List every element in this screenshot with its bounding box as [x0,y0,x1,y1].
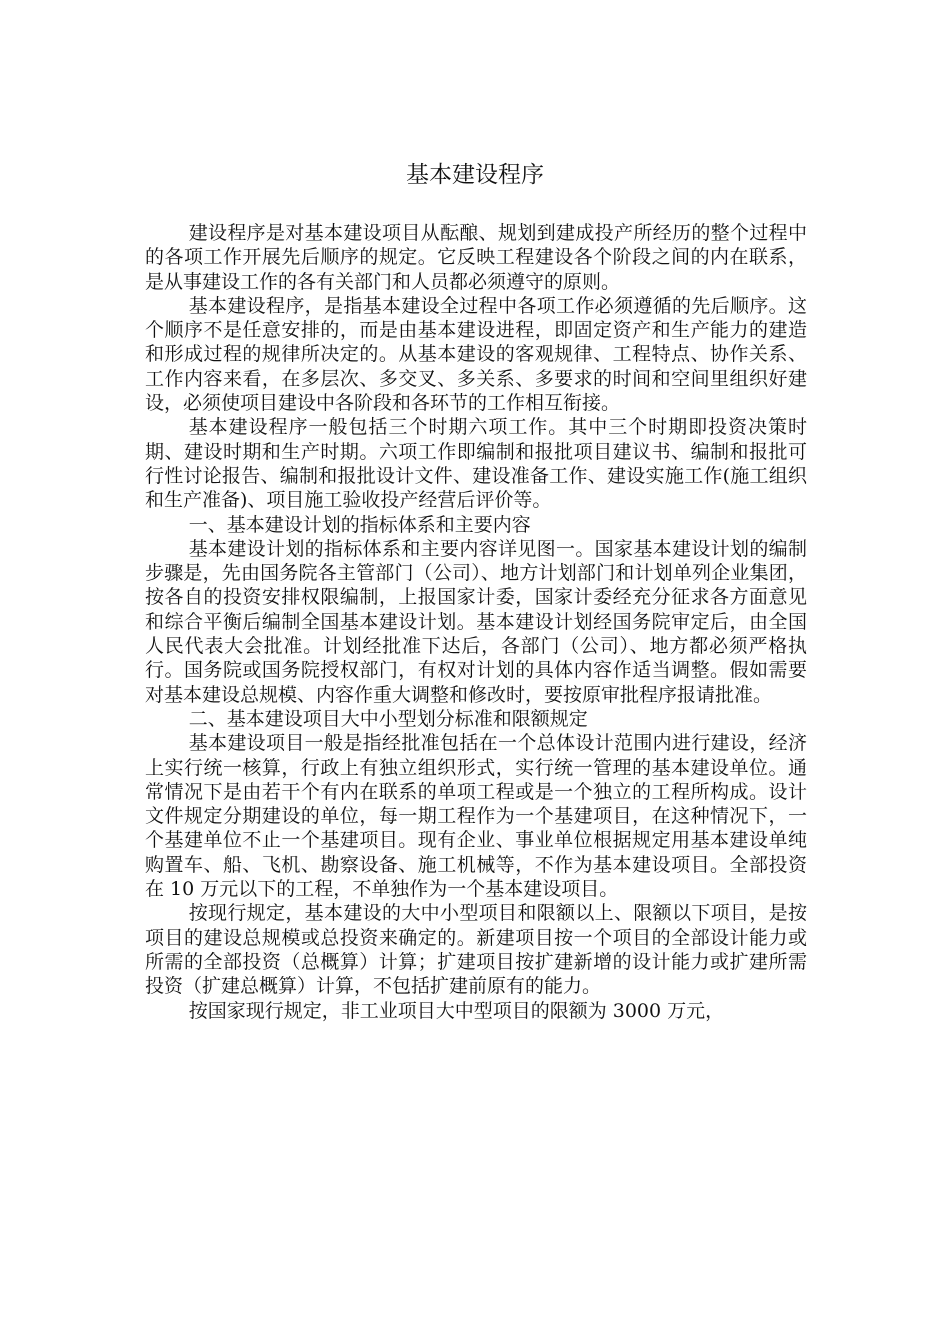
paragraph-quota-rule: 按国家现行规定，非工业项目大中型项目的限额为 3000 万元， [188,999,725,1022]
paragraph-definition: 基本建设程序，是指基本建设全过程中各项工作必须遵循的先后顺序。这个顺序不是任意安排的，而是由基本建设进程，即固定资产和生产能力的建造和形成过程的规律所决定的。从基本建设的客观规律、工程特点、协作关系、工作内容来看，在多层次、多交叉、多关系、多要求的时间和空间里组织好建设，必须使项目建设中各阶段和各环节的工作相互衔接。 [145,294,807,415]
paragraph-stages: 基本建设程序一般包括三个时期六项工作。其中三个时期即投资决策时期、建设时期和生产时期。六项工作即编制和报批项目建议书、编制和报批可行性讨论报告、编制和报批设计文件、建设准备工作、建设实施工作(施工组织和生产准备)、项目施工验收投产经营后评价等。 [145,416,807,512]
document-body [145,221,807,1023]
paragraph-size-classification: 按现行规定，基本建设的大中小型项目和限额以上、限额以下项目，是按项目的建设总规模或总投资来确定的。新建项目按一个项目的全部设计能力或所需的全部投资（总概算）计算；扩建项目按扩建新增的设计能力或扩建所需投资（扩建总概算）计算，不包括扩建前原有的能力。 [145,902,807,998]
document-title: 基本建设程序 [406,162,544,188]
paragraph-intro: 建设程序是对基本建设项目从酝酿、规划到建成投产所经历的整个过程中的各项工作开展先后顺序的规定。它反映工程建设各个阶段之间的内在联系，是从事建设工作的各有关部门和人员都必须遵守的原则。 [145,222,807,293]
section-heading-1: 一、基本建设计划的指标体系和主要内容 [188,513,531,536]
section-heading-2: 二、基本建设项目大中小型划分标准和限额规定 [188,707,588,730]
paragraph-plan-indicators: 基本建设计划的指标体系和主要内容详见图一。国家基本建设计划的编制步骤是，先由国务院各主管部门（公司）、地方计划部门和计划单列企业集团，按各自的投资安排权限编制，上报国家计委，国家计委经充分征求各方面意见和综合平衡后编制全国基本建设计划。基本建设计划经国务院审定后，由全国人民代表大会批准。计划经批准下达后，各部门（公司）、地方都必须严格执行。国务院或国务院授权部门，有权对计划的具体内容作适当调整。假如需要对基本建设总规模、内容作重大调整和修改时，要按原审批程序报请批准。 [145,537,807,706]
paragraph-project-definition: 基本建设项目一般是指经批准包括在一个总体设计范围内进行建设，经济上实行统一核算，行政上有独立组织形式，实行统一管理的基本建设单位。通常情况下是由若干个有内在联系的单项工程或是一个独立的工程所构成。设计文件规定分期建设的单位，每一期工程作为一个基建项目，在这种情况下，一个基建单位不止一个基建项目。现有企业、事业单位根据规定用基本建设单纯购置车、船、飞机、勘察设备、施工机械等，不作为基本建设项目。全部投资在 10 万元以下的工程，不单独作为一个基本建设项目。 [145,732,807,901]
